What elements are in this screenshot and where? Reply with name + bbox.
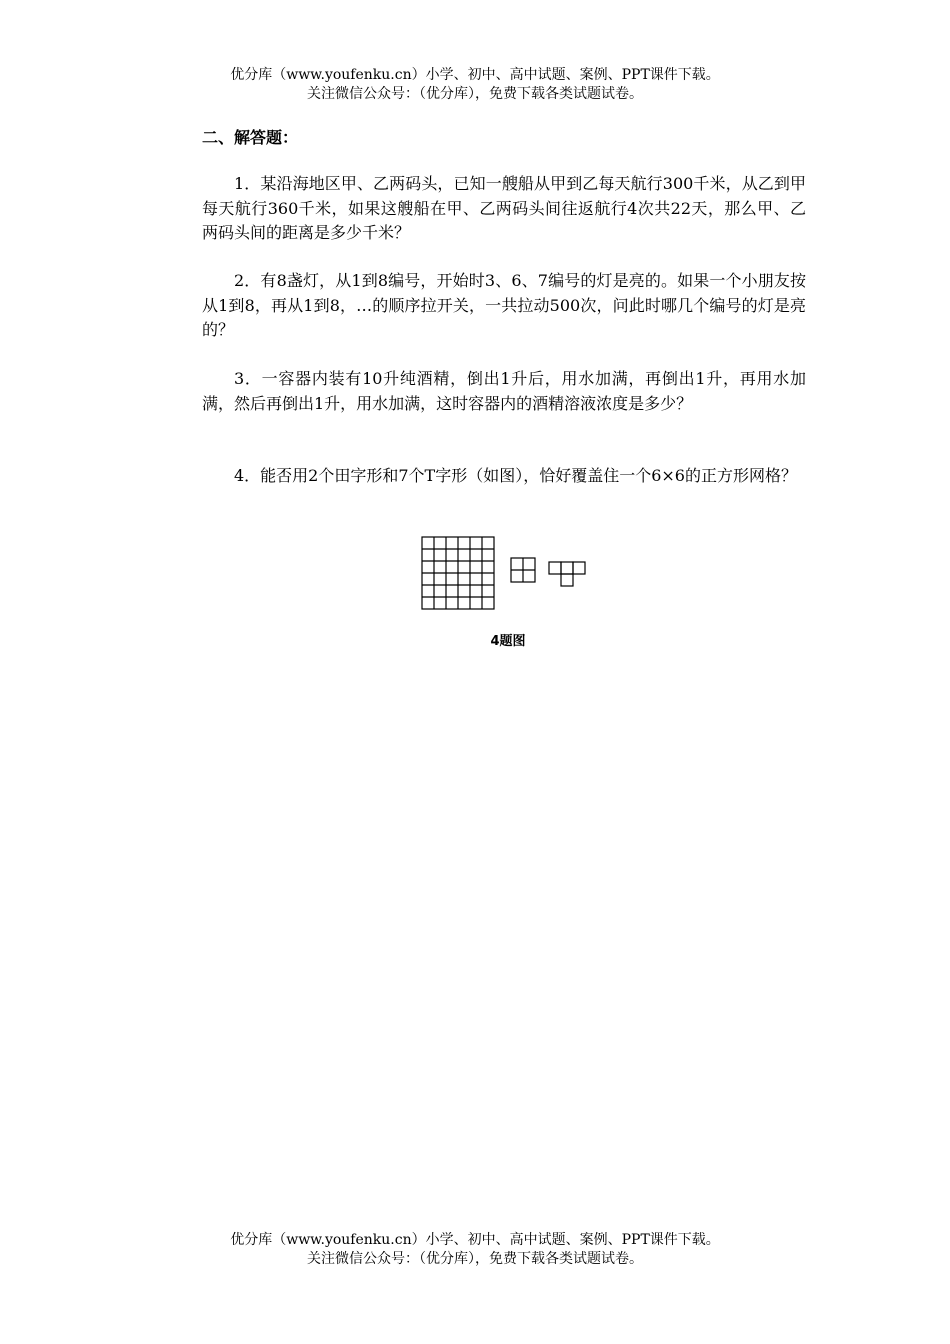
question-1: 1．某沿海地区甲、乙两码头，已知一艘船从甲到乙每天航行300千米，从乙到甲每天航行360千米，如果这艘船在甲、乙两码头间往返航行4次共22天，那么甲、乙两码头间的距离是多少千米？ (202, 174, 806, 242)
section-title: 二、解答题： (202, 128, 299, 147)
tian-shape (511, 558, 535, 582)
question-3: 3．一容器内装有10升纯酒精，倒出1升后，用水加满，再倒出1升，再用水加满，然后再倒出1升，用水加满，这时容器内的酒精溶液浓度是多少？ (202, 369, 806, 413)
page-footer-line-1: 优分库（www.youfenku.cn）小学、初中、高中试题、案例、PPT课件下载。 (230, 1232, 720, 1248)
question-2: 2．有8盏灯，从1到8编号，开始时3、6、7编号的灯是亮的。如果一个小朋友按从1到8，再从1到8，…的顺序拉开关，一共拉动500次，问此时哪几个编号的灯是亮的？ (202, 271, 806, 339)
six-by-six-grid (422, 537, 494, 609)
page-footer-line-2: 关注微信公众号：（优分库），免费下载各类试题试卷。 (307, 1251, 643, 1267)
figure-caption: 4题图 (490, 634, 526, 649)
page-header-line-1: 优分库（www.youfenku.cn）小学、初中、高中试题、案例、PPT课件下载。 (230, 67, 720, 83)
question-4: 4．能否用2个田字形和7个T字形（如图），恰好覆盖住一个6×6的正方形网格？ (234, 466, 797, 485)
t-shape (549, 562, 585, 586)
page-header-line-2: 关注微信公众号：（优分库），免费下载各类试题试卷。 (307, 86, 643, 102)
